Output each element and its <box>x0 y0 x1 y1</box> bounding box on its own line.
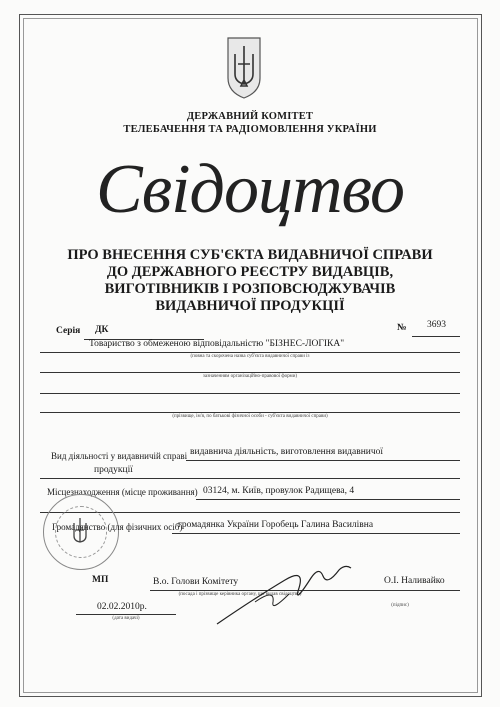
entity-name: Товариство з обмеженою відповідальністю "БІЗНЕС-ЛОГІКА" <box>89 339 345 349</box>
mp-label: МП <box>92 575 109 585</box>
activity-value-line2: продукції <box>94 465 133 475</box>
citizenship-value: громадянка України Горобець Галина Василівна <box>178 520 374 530</box>
entity-line2 <box>40 372 460 373</box>
activity-label: Вид діяльності у видавничій справі <box>51 451 188 461</box>
org-name-line1: ДЕРЖАВНИЙ КОМІТЕТ <box>186 111 314 122</box>
issue-date-line <box>76 614 176 615</box>
subtitle-line4: ВИДАВНИЧОЇ ПРОДУКЦІЇ <box>155 298 345 314</box>
subtitle-line3: ВИГОТІВНИКІВ І РОЗПОВСЮДЖУВАЧІВ <box>104 281 396 297</box>
issue-date: 02.02.2010р. <box>97 602 147 612</box>
location-label: Місцезнаходження (місце проживання) <box>47 487 198 497</box>
subtitle-line1: ПРО ВНЕСЕННЯ СУБ'ЄКТА ВИДАВНИЧОЇ СПРАВИ <box>67 247 433 263</box>
entity-line1 <box>40 352 460 353</box>
signer-caption-position: (посада і прізвище керівника органу, що видав свідоцтво) <box>178 592 302 597</box>
number-value: 3693 <box>427 320 446 330</box>
signer-name: О.І. Наливайко <box>384 576 445 586</box>
entity-caption-name: (повна та скорочена назва суб'єкта видавничої справи із <box>190 354 310 359</box>
subtitle-line2: ДО ДЕРЖАВНОГО РЕЄСТРУ ВИДАВЦІВ, <box>106 264 394 280</box>
entity-caption-form: зазначенням організаційно-правової форми) <box>202 374 298 379</box>
signer-position: В.о. Голови Комітету <box>153 577 239 587</box>
activity-line2 <box>40 478 460 479</box>
org-name-line2: ТЕЛЕБАЧЕННЯ ТА РАДІОМОВЛЕННЯ УКРАЇНИ <box>123 124 377 135</box>
location-line <box>196 499 460 500</box>
activity-line1 <box>186 460 460 461</box>
entity-line3 <box>40 393 460 394</box>
trident-emblem-icon <box>226 36 262 100</box>
citizenship-line <box>172 533 460 534</box>
location-value: 03124, м. Київ, провулок Радищева, 4 <box>203 486 355 496</box>
series-label: Серія <box>56 326 81 336</box>
entity-caption-person: (прізвище, ім'я, по батькові фізичної особи - суб'єкта видавничої справи) <box>172 414 328 419</box>
issue-date-caption: (дата видачі) <box>112 616 140 621</box>
number-label: № <box>397 323 407 333</box>
series-value: ДК <box>95 325 109 335</box>
signature-caption: (підпис) <box>391 603 409 608</box>
activity-value-line1: видавнича діяльність, виготовлення видавничої <box>190 447 384 457</box>
citizenship-label: Громадянство (для фізичних осіб) <box>52 522 183 532</box>
entity-line4 <box>40 412 460 413</box>
number-underline <box>412 336 460 337</box>
handwritten-signature <box>215 558 355 628</box>
document-title: Свідоцтво <box>96 151 404 228</box>
